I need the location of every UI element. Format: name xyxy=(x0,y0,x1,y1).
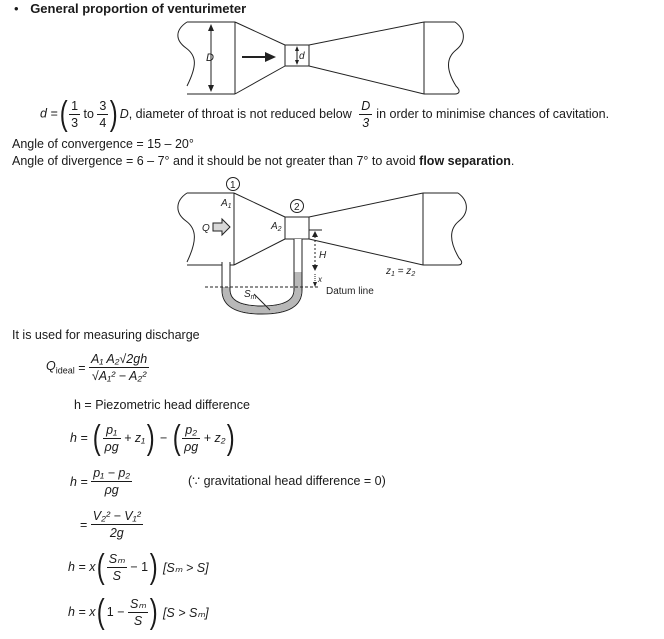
manometric-fluid xyxy=(226,272,298,310)
inlet-pipe-left-break xyxy=(178,193,195,262)
divergent-top xyxy=(309,22,424,45)
D-arrow-top xyxy=(208,24,214,31)
label-A1: $A_1$ xyxy=(221,198,232,210)
h-equation-1: h = ( $\frac{\text{p₁}}{\rho g}$ + z₁) − ( $\frac{\text{p₂}}{\rho g}$ + z₂) xyxy=(70,419,236,457)
q-label: $Q_{ideal}$ xyxy=(46,359,75,376)
Q-flow-arrow xyxy=(213,219,230,235)
fraction-D-over-3: $\frac{D}{3}$ xyxy=(361,98,371,130)
label-x: x xyxy=(318,275,322,284)
flow-separation-term: flow separation xyxy=(419,154,511,168)
convergent-bottom xyxy=(234,239,285,265)
q-equals: = xyxy=(78,360,86,375)
label-A2: $A_2$ xyxy=(271,221,282,233)
to-word: to xyxy=(83,107,94,121)
venturi-proportion-diagram xyxy=(0,0,664,100)
H-arrow-top xyxy=(312,231,318,237)
d-equals: d = xyxy=(40,106,58,121)
label-H: H xyxy=(319,250,327,261)
divergence-period: . xyxy=(510,154,515,168)
bullet: • xyxy=(14,1,19,16)
paren-close: ) xyxy=(110,95,119,133)
section-2-number: 2 xyxy=(294,202,300,213)
heading-title: General proportion of venturimeter xyxy=(30,1,247,16)
section-1-number: 1 xyxy=(230,180,236,191)
q-fraction: $\frac{\text{A₁ A₂√2gh}}{\text{√A₁² − A₂²}}$ xyxy=(91,352,148,383)
measuring-statement: It is used for measuring discharge xyxy=(12,328,200,342)
fraction-one-third: $\frac{1}{3}$ xyxy=(71,98,79,130)
label-Q: Q xyxy=(202,223,210,234)
divergent-top xyxy=(309,193,423,217)
manometer-tube xyxy=(226,239,298,310)
label-d: d xyxy=(299,51,305,62)
q-ideal-equation xyxy=(46,352,149,383)
convergent-bottom xyxy=(235,66,285,94)
divergence-text: Angle of divergence = 6 – 7° and it should be not greater than 7° to avoid xyxy=(12,154,416,168)
outlet-pipe-right-break xyxy=(449,22,464,94)
label-Sm: $S_m$ xyxy=(244,289,257,301)
H-arrow-bottom xyxy=(312,265,318,271)
ratio-text-2: in order to minimise chances of cavitation. xyxy=(376,107,610,121)
flow-arrow-head xyxy=(265,52,276,62)
throat xyxy=(285,217,309,239)
D-arrow-bottom xyxy=(208,85,214,92)
x-arrow-bottom xyxy=(313,282,317,287)
venturi-manometer-diagram xyxy=(0,170,664,320)
label-z1-equals-z2: $z_1 = z_2$ xyxy=(386,266,416,278)
h-equation-5: h = x( 1 − $\frac{\text{Sₘ}}{S}$ ) [S > Sₘ] xyxy=(68,593,209,631)
divergent-bottom xyxy=(309,66,424,94)
convergent-top xyxy=(235,22,285,45)
h-equation-3: = $\frac{\text{V₂² − V₁²}}{2g}$ xyxy=(80,509,141,540)
fraction-three-quarters: $\frac{3}{4}$ xyxy=(99,98,107,130)
D-factor: D xyxy=(119,107,129,121)
label-datum-line: Datum line xyxy=(326,286,374,297)
convergent-top xyxy=(234,193,285,217)
inlet-pipe-left-break xyxy=(178,22,195,86)
outlet-pipe-right-break xyxy=(452,193,467,265)
paren-open: ( xyxy=(59,95,68,133)
angle-divergence xyxy=(12,154,514,168)
h-definition: h = Piezometric head difference xyxy=(74,398,250,412)
h-equation-2: h = $\frac{\text{p₁ − p₂}}{\rho g}$ xyxy=(70,466,131,497)
manometer-tube-inner xyxy=(226,239,298,310)
h-equation-4: h = x( $\frac{\text{Sₘ}}{S}$ − 1) [Sₘ > S] xyxy=(68,548,209,586)
ratio-text-1: , diameter of throat is not reduced below xyxy=(128,107,352,121)
angle-convergence: Angle of convergence = 15 – 20° xyxy=(12,137,194,151)
throat-ratio-line xyxy=(40,97,609,131)
gravitational-note: (∵ gravitational head difference = 0) xyxy=(188,474,386,488)
label-D: D xyxy=(206,52,214,64)
